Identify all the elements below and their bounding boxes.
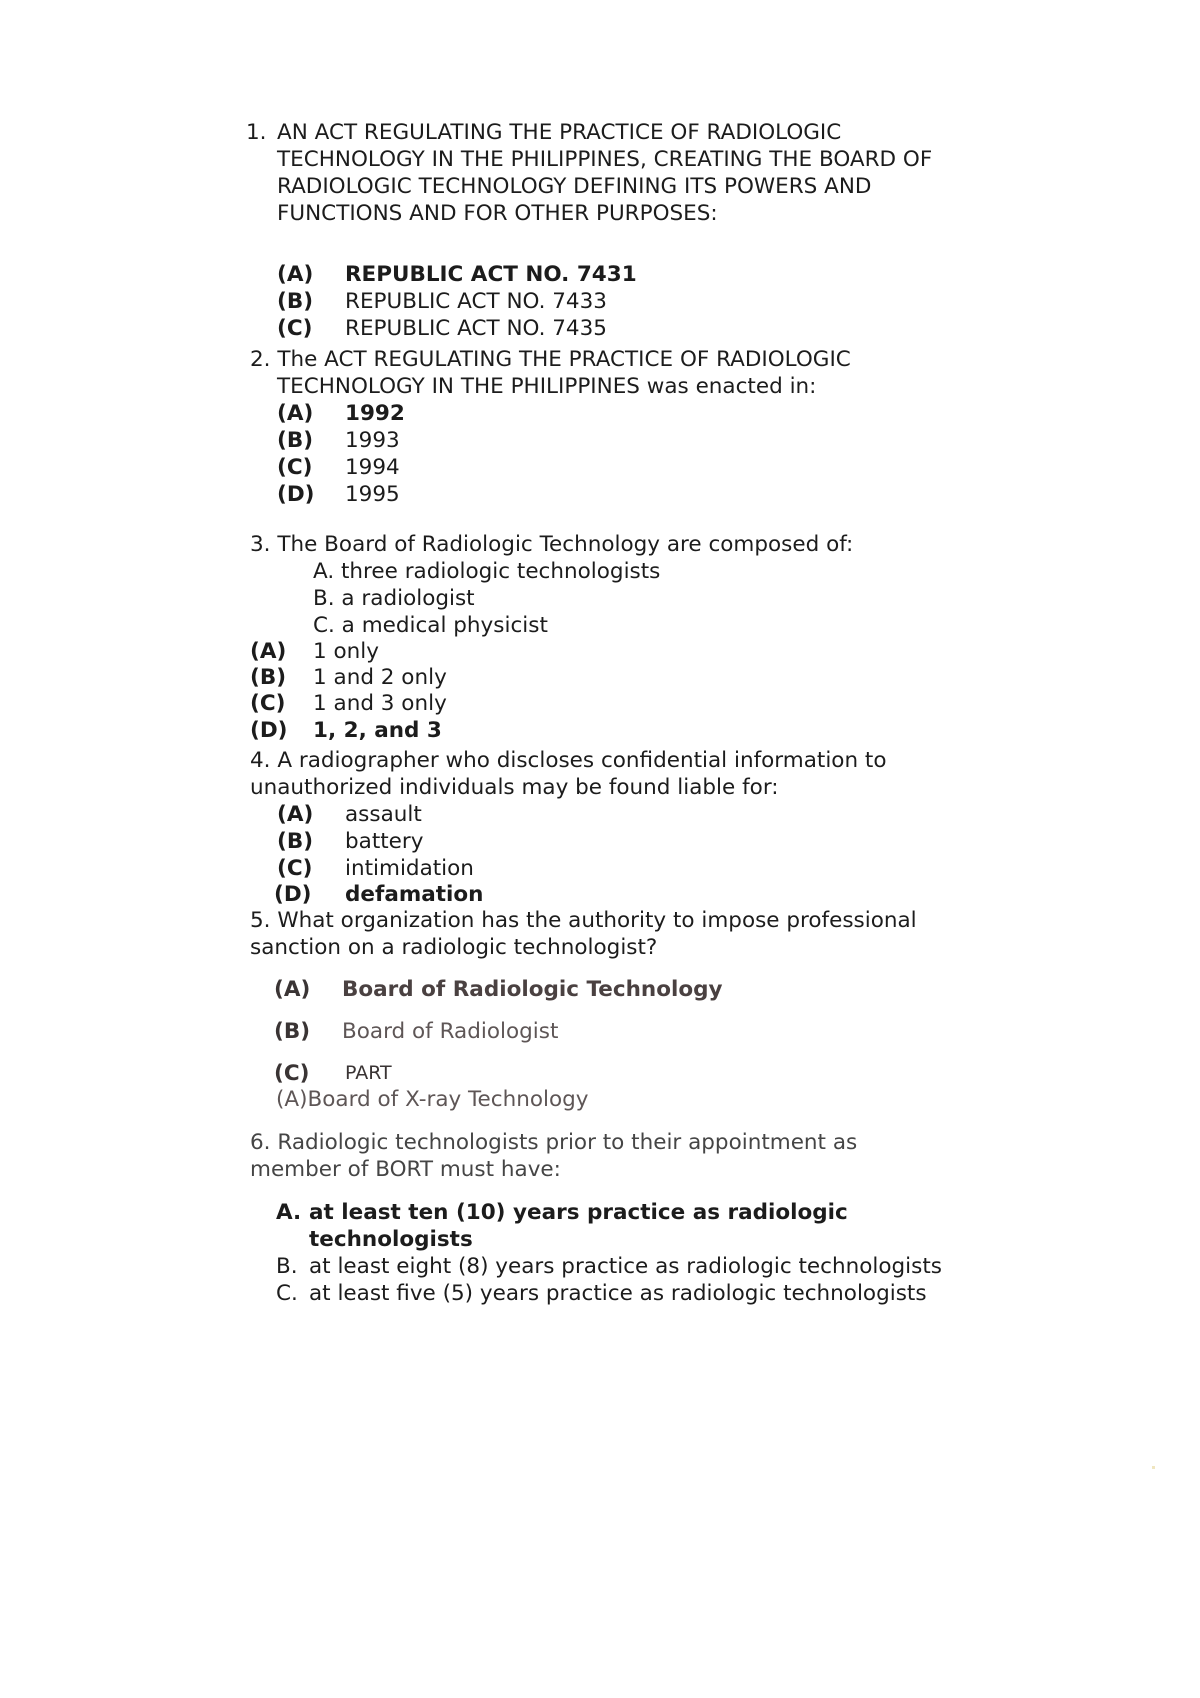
stray-mark xyxy=(1152,1466,1155,1469)
q5-option-b-text: Board of Radiologist xyxy=(342,1019,559,1044)
q6-option-a-text-line-1: at least ten (10) years practice as radiologic xyxy=(309,1200,848,1225)
q2-option-b-text: 1993 xyxy=(345,428,400,453)
q5-option-c-label: (C) xyxy=(274,1061,310,1086)
q4-option-a-label: (A) xyxy=(277,802,314,827)
q1-number: 1. xyxy=(246,120,267,145)
q5-option-a-label: (A) xyxy=(274,977,311,1002)
q4-option-b-label: (B) xyxy=(277,829,314,854)
q4-option-d-text: defamation xyxy=(345,882,484,907)
q1-option-b-text: REPUBLIC ACT NO. 7433 xyxy=(345,289,607,314)
q3-option-d-label: (D) xyxy=(250,718,288,743)
q2-stem-line-1: 2. The ACT REGULATING THE PRACTICE OF RADIOLOGIC xyxy=(250,347,851,372)
q2-option-a-label: (A) xyxy=(277,401,314,426)
q3-option-a-label: (A) xyxy=(250,639,287,664)
q1-stem-line-3: RADIOLOGIC TECHNOLOGY DEFINING ITS POWERS AND xyxy=(277,174,872,199)
q2-option-c-text: 1994 xyxy=(345,455,400,480)
q4-stem-line-2: unauthorized individuals may be found liable for: xyxy=(250,775,779,800)
q5-option-c-text: PART xyxy=(345,1062,392,1084)
q6-option-b-text: at least eight (8) years practice as radiologic technologists xyxy=(309,1254,942,1279)
q1-option-a-label: (A) xyxy=(277,262,314,287)
q2-option-d-label: (D) xyxy=(277,482,315,507)
q1-option-c-text: REPUBLIC ACT NO. 7435 xyxy=(345,316,607,341)
q5-stem-line-2: sanction on a radiologic technologist? xyxy=(250,935,658,960)
q4-option-d-label: (D) xyxy=(274,882,312,907)
q5-option-a-text: Board of Radiologic Technology xyxy=(342,977,723,1002)
q1-stem-line-4: FUNCTIONS AND FOR OTHER PURPOSES: xyxy=(277,201,718,226)
q5-stem-line-1: 5. What organization has the authority to impose professional xyxy=(250,908,917,933)
q6-option-a-text-line-2: technologists xyxy=(309,1227,473,1252)
q2-stem-line-2: TECHNOLOGY IN THE PHILIPPINES was enacted in: xyxy=(277,374,817,399)
q6-option-c-label: C. xyxy=(276,1281,298,1306)
q3-option-c-text: 1 and 3 only xyxy=(313,691,447,716)
q4-option-b-text: battery xyxy=(345,829,424,854)
q6-option-c-text: at least five (5) years practice as radiologic technologists xyxy=(309,1281,927,1306)
q3-option-d-text: 1, 2, and 3 xyxy=(313,718,442,743)
q1-stem-line-1: AN ACT REGULATING THE PRACTICE OF RADIOLOGIC xyxy=(277,120,842,145)
q3-option-a-text: 1 only xyxy=(313,639,379,664)
q1-option-a-text: REPUBLIC ACT NO. 7431 xyxy=(345,262,637,287)
q6-stem-line-2: member of BORT must have: xyxy=(250,1157,561,1182)
q2-option-b-label: (B) xyxy=(277,428,314,453)
q4-option-a-text: assault xyxy=(345,802,422,827)
q6-option-a-label: A. xyxy=(276,1200,302,1225)
q1-stem-line-2: TECHNOLOGY IN THE PHILIPPINES, CREATING THE BOARD OF xyxy=(277,147,933,172)
q3-option-b-text: 1 and 2 only xyxy=(313,665,447,690)
q2-option-c-label: (C) xyxy=(277,455,313,480)
q5-option-b-label: (B) xyxy=(274,1019,311,1044)
q3-option-b-label: (B) xyxy=(250,665,287,690)
q3-item-c: C. a medical physicist xyxy=(313,613,548,638)
q4-stem-line-1: 4. A radiographer who discloses confidential information to xyxy=(250,748,887,773)
q2-option-a-text: 1992 xyxy=(345,401,405,426)
q3-option-c-label: (C) xyxy=(250,691,286,716)
q3-item-a: A. three radiologic technologists xyxy=(313,559,661,584)
q3-item-b: B. a radiologist xyxy=(313,586,475,611)
q1-option-b-label: (B) xyxy=(277,289,314,314)
q2-option-d-text: 1995 xyxy=(345,482,400,507)
q1-option-c-label: (C) xyxy=(277,316,313,341)
q4-option-c-text: intimidation xyxy=(345,856,474,881)
q4-option-c-label: (C) xyxy=(277,856,313,881)
q3-stem: 3. The Board of Radiologic Technology are composed of: xyxy=(250,532,854,557)
q6-option-b-label: B. xyxy=(276,1254,298,1279)
q5-extra-option: (A)Board of X-ray Technology xyxy=(276,1087,589,1112)
q6-stem-line-1: 6. Radiologic technologists prior to their appointment as xyxy=(250,1130,858,1155)
